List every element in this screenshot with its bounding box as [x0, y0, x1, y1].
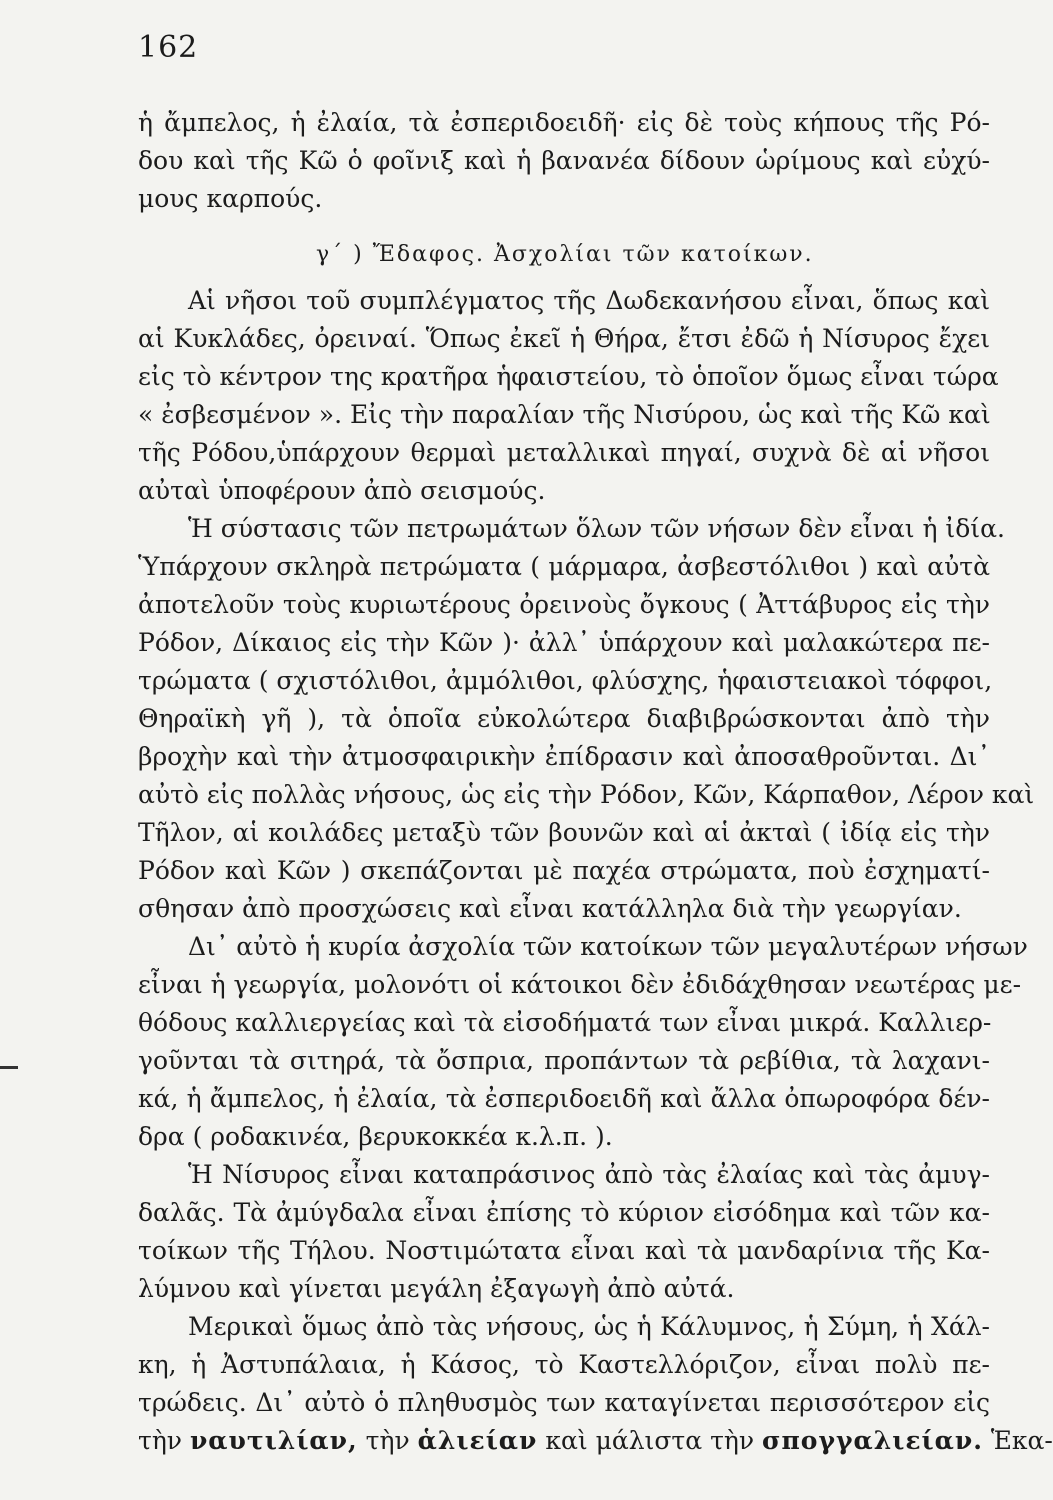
text-line: τρώματα ( σχιστόλιθοι, ἀμμόλιθοι, φλύσχης, ἡφαιστειακοὶ τόφφοι, [138, 666, 993, 695]
text-line: σθησαν ἀπὸ προσχώσεις καὶ εἶναι κατάλληλα διὰ τὴν γεωργίαν. [138, 894, 962, 923]
text-line: Δι᾽ αὐτὸ ἡ κυρία ἀσχολία τῶν κατοίκων τῶν μεγαλυτέρων νήσων [188, 932, 1028, 961]
text-line: Ἡ Νίσυρος εἶναι καταπράσινος ἀπὸ τὰς ἐλαίας καὶ τὰς ἀμυγ- [188, 1160, 990, 1189]
text-line: « ἐσβεσμένον ». Εἰς τὴν παραλίαν τῆς Νισύρου, ὡς καὶ τῆς Κῶ καὶ [138, 400, 991, 429]
text-line: θόδους καλλιεργείας καὶ τὰ εἰσοδήματά των εἶναι μικρά. Καλλιερ- [138, 1008, 992, 1037]
text-line: Ρόδον καὶ Κῶν ) σκεπάζονται μὲ παχέα στρώματα, ποὺ ἐσχηματί- [138, 856, 990, 885]
text-line: Ὑπάρχουν σκληρὰ πετρώματα ( μάρμαρα, ἀσβεστόλιθοι ) καὶ αὐτὰ [138, 552, 990, 581]
text-line: μους καρπούς. [138, 184, 323, 213]
text-line: Ρόδον, Δίκαιος εἰς τὴν Κῶν )· ἀλλ᾽ ὑπάρχουν καὶ μαλακώτερα πε- [138, 628, 990, 657]
section-heading: γ΄ ) Ἔδαφος. Ἀσχολίαι τῶν κατοίκων. [316, 242, 814, 267]
paragraph [138, 1156, 990, 1308]
text-line: Ἡ σύστασις τῶν πετρωμάτων ὅλων τῶν νήσων δὲν εἶναι ἡ ἰδία. [188, 514, 1005, 543]
text-line: λύμνου καὶ γίνεται μεγάλη ἐξαγωγὴ ἀπὸ αὐτά. [138, 1274, 735, 1303]
text-line: κη, ἡ Ἀστυπάλαια, ἡ Κάσος, τὸ Καστελλόριζον, εἶναι πολὺ πε- [138, 1350, 990, 1379]
text-line: δου καὶ τῆς Κῶ ὁ φοῖνιξ καὶ ἡ βανανέα δίδουν ὡρίμους καὶ εὐχύ- [138, 146, 990, 175]
text-line: ἀποτελοῦν τοὺς κυριωτέρους ὀρεινοὺς ὄγκους ( Ἀττάβυρος εἰς τὴν [138, 590, 990, 619]
bold-term-fishing: ἁλιείαν [417, 1426, 538, 1455]
body-text [138, 282, 1053, 1460]
text-line: εἰς τὸ κέντρον της κρατῆρα ἡφαιστείου, τὸ ὁποῖον ὅμως εἶναι τώρα [138, 362, 999, 391]
paragraph [138, 1308, 1053, 1460]
text-line: δαλᾶς. Τὰ ἀμύγδαλα εἶναι ἐπίσης τὸ κύριον εἰσόδημα καὶ τῶν κα- [138, 1198, 990, 1227]
intro-paragraph [138, 104, 990, 218]
text-line: εἶναι ἡ γεωργία, μολονότι οἱ κάτοικοι δὲν ἐδιδάχθησαν νεωτέρας με- [138, 970, 1022, 999]
paragraph [138, 928, 1028, 1156]
paragraph [138, 510, 1035, 928]
text-fragment: καὶ μάλιστα τὴν [537, 1426, 763, 1455]
text-line: κά, ἡ ἄμπελος, ἡ ἐλαία, τὰ ἐσπεριδοειδῆ καὶ ἄλλα ὀπωροφόρα δέν- [138, 1084, 990, 1113]
text-fragment: τὴν [357, 1426, 418, 1455]
text-line: βροχὴν καὶ τὴν ἀτμοσφαιρικὴν ἐπίδρασιν καὶ ἀποσαθροῦνται. Δι᾽ [138, 742, 990, 771]
text-line: αὐταὶ ὑποφέρουν ἀπὸ σεισμούς. [138, 476, 546, 505]
text-line: Θηραϊκὴ γῆ ), τὰ ὁποῖα εὐκολώτερα διαβιβρώσκονται ἀπὸ τὴν [138, 704, 990, 733]
text-line: τοίκων τῆς Τήλου. Νοστιμώτατα εἶναι καὶ τὰ μανδαρίνια τῆς Κα- [138, 1236, 990, 1265]
text-line: Τῆλον, αἱ κοιλάδες μεταξὺ τῶν βουνῶν καὶ αἱ ἀκταὶ ( ἰδίᾳ εἰς τὴν [138, 818, 990, 847]
text-line: Αἱ νῆσοι τοῦ συμπλέγματος τῆς Δωδεκανήσου εἶναι, ὅπως καὶ [188, 286, 990, 315]
bold-term-sponge-fishing: σπογγαλιείαν. [762, 1426, 983, 1455]
text-fragment: τὴν [138, 1426, 190, 1455]
page-number: 162 [138, 30, 199, 65]
paragraph [138, 282, 999, 510]
text-line: τῆς Ρόδου,ὑπάρχουν θερμαὶ μεταλλικαὶ πηγαί, συχνὰ δὲ αἱ νῆσοι [138, 438, 990, 467]
text-line: αἱ Κυκλάδες, ὀρειναί. Ὅπως ἐκεῖ ἡ Θήρα, ἔτσι ἐδῶ ἡ Νίσυρος ἔχει [138, 324, 990, 353]
text-line: γοῦνται τὰ σιτηρά, τὰ ὄσπρια, προπάντων τὰ ρεβίθια, τὰ λαχανι- [138, 1046, 990, 1075]
text-line [138, 1422, 1053, 1460]
text-line: δρα ( ροδακινέα, βερυκοκκέα κ.λ.π. ). [138, 1122, 613, 1151]
text-line: τρώδεις. Δι᾽ αὐτὸ ὁ πληθυσμὸς των καταγίνεται περισσότερον εἰς [138, 1388, 990, 1417]
text-line: αὐτὸ εἰς πολλὰς νήσους, ὡς εἰς τὴν Ρόδον, Κῶν, Κάρπαθον, Λέρον καὶ [138, 780, 1035, 809]
text-fragment: Ἑκα- [982, 1426, 1053, 1455]
text-line: ἡ ἄμπελος, ἡ ἐλαία, τὰ ἐσπεριδοειδῆ· εἰς δὲ τοὺς κήπους τῆς Ρό- [138, 108, 990, 137]
bold-term-navigation: ναυτιλίαν, [189, 1426, 358, 1455]
margin-mark [0, 1066, 18, 1069]
text-line: Μερικαὶ ὅμως ἀπὸ τὰς νήσους, ὡς ἡ Κάλυμνος, ἡ Σύμη, ἡ Χάλ- [188, 1312, 990, 1341]
